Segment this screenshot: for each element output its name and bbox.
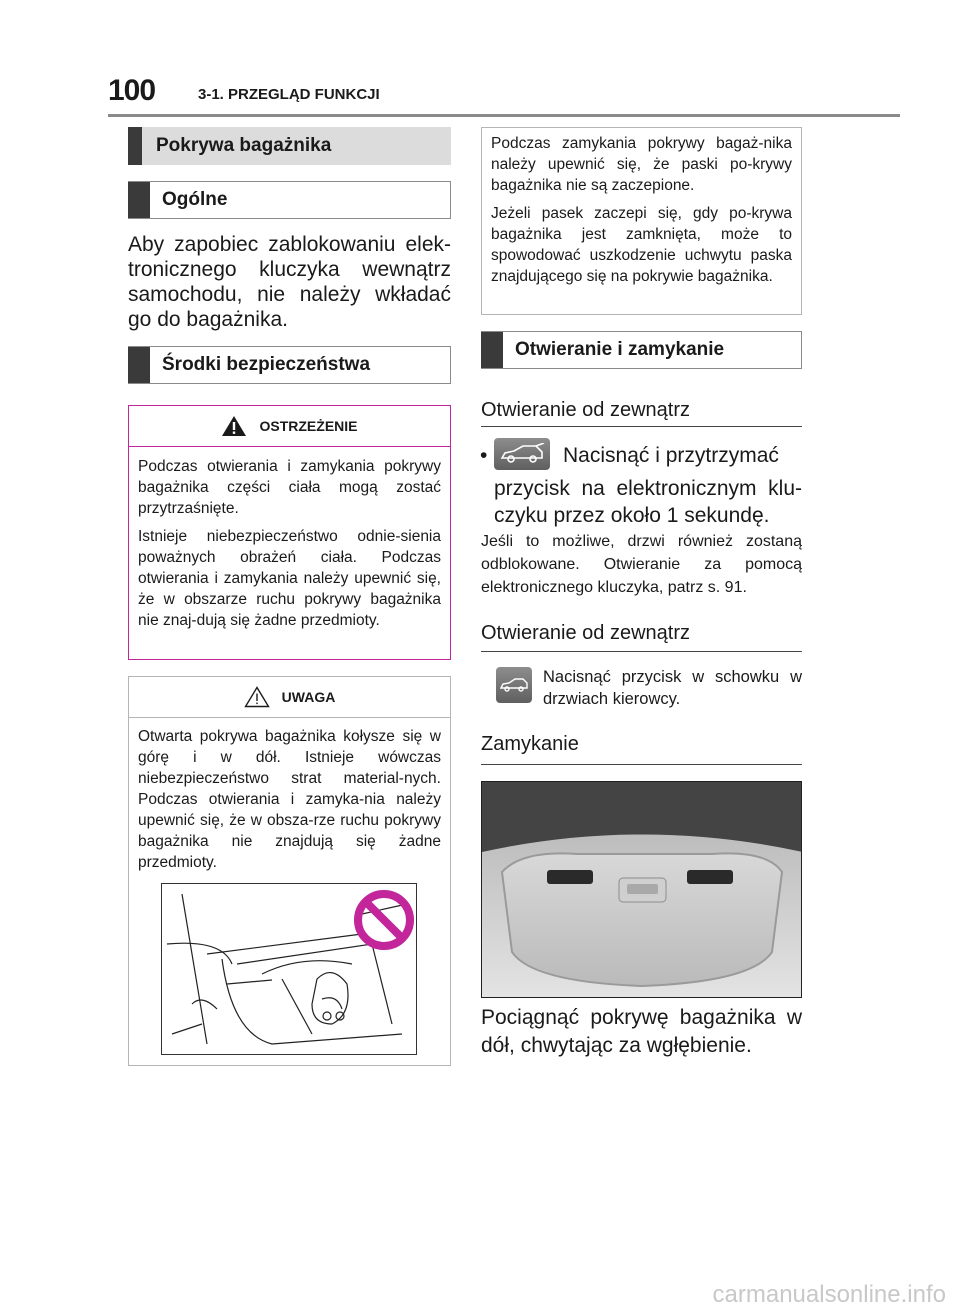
warning-box <box>128 405 451 660</box>
page-number: 100 <box>108 74 156 107</box>
chapter-title: 3-1. PRZEGLĄD FUNKCJI <box>198 86 380 103</box>
note-body <box>491 133 792 294</box>
subsection-open-close <box>481 331 802 369</box>
subsection-general-title: Ogólne <box>162 189 228 210</box>
caution-paragraph-1: Otwarta pokrywa bagażnika kołysze się w górę i w dół. Istnieje wówczas niebezpieczeństwo strat material-nych. Podczas otwierania i zamyka-nia należy upewnić się, że w obsza-rze ruchu pokrywy bagażnika nie znajdują się żadne przedmioty. <box>138 728 441 871</box>
door-trunk-button-icon <box>496 667 532 703</box>
bullet: • <box>480 444 488 467</box>
subsection-bar <box>481 332 503 368</box>
caution-box <box>128 676 451 1066</box>
warning-header <box>129 406 450 447</box>
warning-paragraph-2: Istnieje niebezpieczeństwo odnie-sienia poważnych obrażeń ciała. Podczas otwierania i zamykania należy upewnić się, że w obszarze ruchu pokrywy bagażnika nie znaj-dują się żadne przedmioty. <box>138 528 441 629</box>
unlock-note: Jeśli to możliwe, drzwi również zostaną odblokowane. Otwieranie za pomocą elektronicznego kluczyka, patrz s. 91. <box>481 533 802 596</box>
closing-text: Pociągnąć pokrywę bagażnika w dół, chwytając za wgłębienie. <box>481 1006 802 1057</box>
section-title-trunk: Pokrywa bagażnika <box>128 127 451 165</box>
key-instruction-a: Nacisnąć i przytrzymać <box>563 444 779 467</box>
note-paragraph-1: Podczas zamykania pokrywy bagaż-nika należy upewnić się, że paski po-krywy bagażnika nie są zaczepione. <box>491 135 792 194</box>
subsection-bar <box>128 347 150 383</box>
trunk-lid-photo <box>481 781 802 998</box>
car-trunk-small-icon <box>499 677 529 693</box>
warning-label: OSTRZEŻENIE <box>259 418 358 434</box>
header-rule <box>108 114 900 117</box>
key-trunk-button-icon <box>494 438 550 470</box>
trunk-illustration <box>161 883 417 1055</box>
subsection-safety <box>128 346 451 384</box>
prohibition-icon <box>358 894 410 946</box>
caution-label: UWAGA <box>281 689 336 705</box>
caution-header <box>129 677 450 718</box>
note-paragraph-2: Jeżeli pasek zaczepi się, gdy po-krywa bagażnika jest zamknięta, może to spowodować uszkodzenie uchwytu paska znajdującego się na pokrywie bagażnika. <box>491 205 792 285</box>
heading-closing: Zamykanie <box>481 733 802 765</box>
key-instruction-b: przycisk na elektronicznym klu-czyku przez około 1 sekundę. <box>494 477 802 527</box>
subsection-bar <box>128 182 150 218</box>
caution-body <box>138 726 441 880</box>
caution-triangle-icon <box>244 686 270 708</box>
subsection-open-close-title: Otwieranie i zamykanie <box>515 339 725 360</box>
heading-open-outside-2: Otwieranie od zewnątrz <box>481 622 802 652</box>
glovebox-text: Nacisnąć przycisk w schowku w drzwiach kierowcy. <box>543 668 802 708</box>
subsection-general <box>128 181 451 219</box>
note-box <box>481 127 802 315</box>
footer-watermark: carmanualsonline.info <box>712 1281 946 1308</box>
warning-triangle-icon <box>221 415 247 437</box>
trunk-line-drawing <box>162 884 417 1055</box>
car-trunk-icon <box>499 443 545 465</box>
heading-open-outside-1: Otwieranie od zewnątrz <box>481 399 802 427</box>
trunk-lid-image <box>482 782 802 998</box>
warning-body <box>138 456 441 638</box>
subsection-safety-title: Środki bezpieczeństwa <box>162 354 371 375</box>
general-text: Aby zapobiec zablokowaniu elek-tronicznego kluczyka wewnątrz samochodu, nie należy wkładać go do bagażnika. <box>128 233 451 331</box>
warning-paragraph-1: Podczas otwierania i zamykania pokrywy bagażnika części ciała mogą zostać przytrzaśnięte. <box>138 458 441 517</box>
